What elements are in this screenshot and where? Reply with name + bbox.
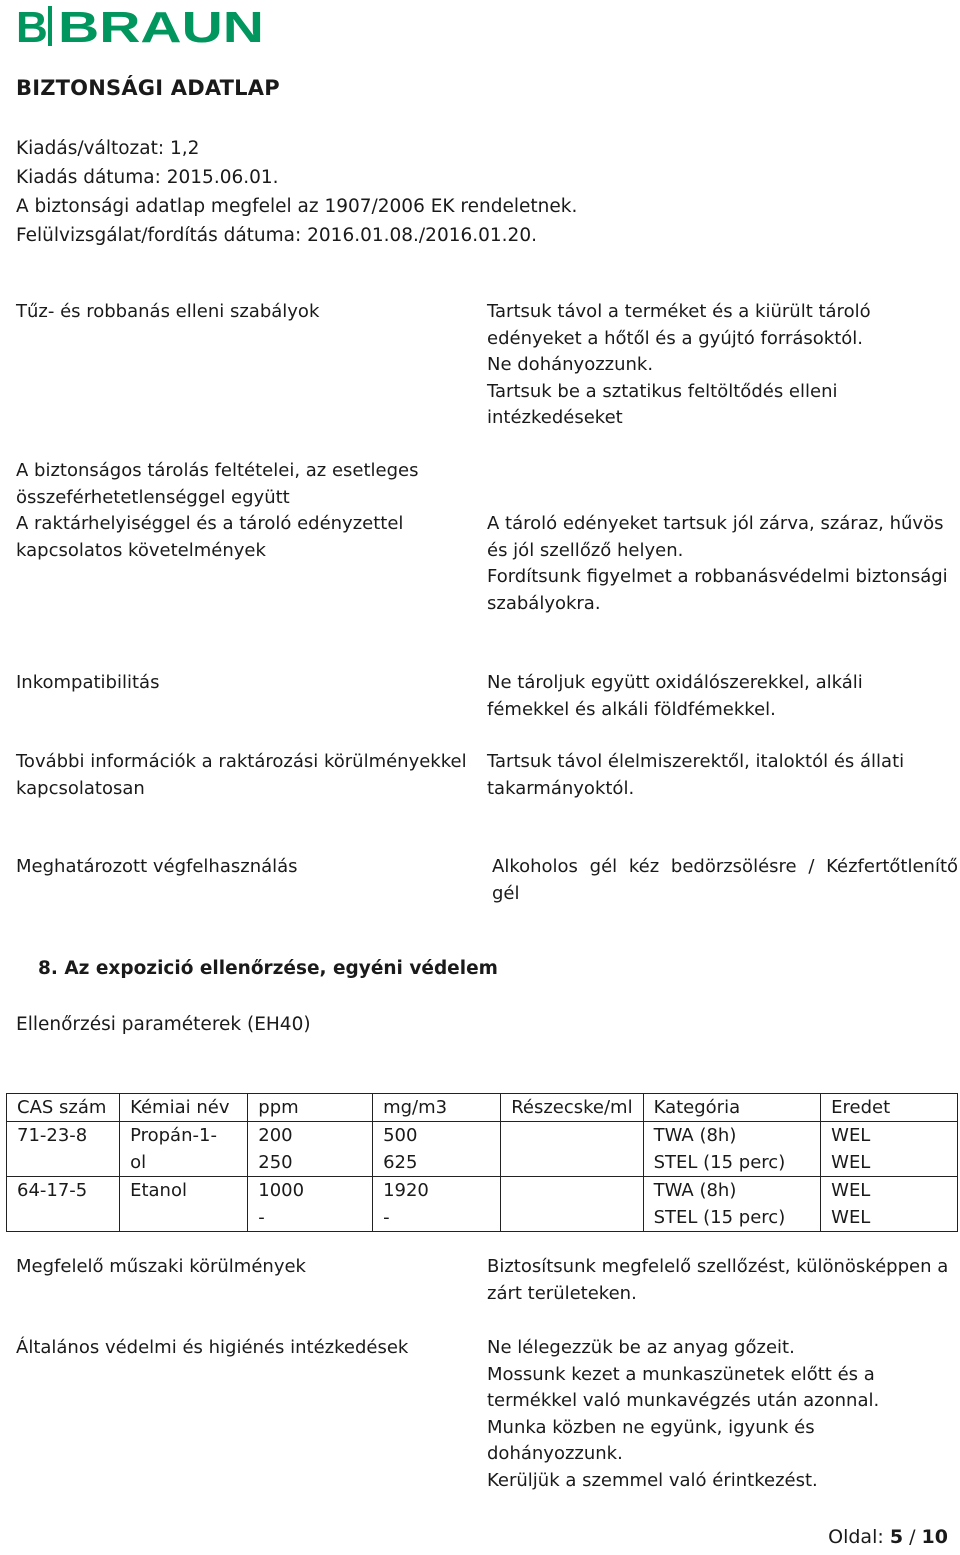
hygiene-measures-value bbox=[487, 1335, 947, 1494]
hygiene-line: Mossunk kezet a munkaszünetek előtt és a bbox=[487, 1363, 875, 1385]
hygiene-line: Kerüljük a szemmel való érintkezést. bbox=[487, 1469, 818, 1491]
page-current: 5 bbox=[889, 1526, 904, 1548]
fire-rules-line: edényeket a hőtől és a gyújtó forrásoktól. bbox=[487, 327, 863, 349]
table-cell bbox=[501, 1122, 643, 1177]
fire-rules-line: intézkedéseket bbox=[487, 407, 623, 428]
table-row bbox=[7, 1177, 958, 1232]
storage-conditions-value bbox=[487, 511, 947, 617]
svg-text:B: B bbox=[16, 4, 48, 48]
table-cell: WEL WEL bbox=[821, 1122, 958, 1177]
table-header-cell: Kémiai név bbox=[120, 1094, 248, 1122]
table-cell: WEL WEL bbox=[821, 1177, 958, 1232]
end-use-label: Meghatározott végfelhasználás bbox=[16, 856, 298, 877]
meta-version: Kiadás/változat: 1,2 bbox=[16, 138, 200, 159]
control-parameters-title: Ellenőrzési paraméterek (EH40) bbox=[16, 1014, 311, 1035]
table-cell: 500 625 bbox=[373, 1122, 501, 1177]
hygiene-line: Munka közben ne együnk, igyunk és bbox=[487, 1416, 815, 1438]
further-info-value bbox=[487, 749, 947, 802]
document-meta bbox=[16, 134, 577, 250]
further-value-line: takarmányoktól. bbox=[487, 777, 635, 799]
storage-value-line: szabályokra. bbox=[487, 592, 601, 614]
storage-label-line: kapcsolatos követelmények bbox=[16, 539, 266, 561]
engineering-controls-value bbox=[487, 1254, 947, 1307]
table-cell: Etanol bbox=[120, 1177, 248, 1232]
incompat-line: fémekkel és alkáli földfémekkel. bbox=[487, 698, 776, 720]
end-use-line: gél bbox=[492, 882, 520, 904]
end-use-line: Alkoholos gél kéz bedörzsölésre / Kézfertőtlenítő bbox=[492, 856, 959, 877]
meta-issue-date: Kiadás dátuma: 2015.06.01. bbox=[16, 167, 279, 188]
table-cell bbox=[501, 1177, 643, 1232]
table-cell: TWA (8h) STEL (15 perc) bbox=[643, 1122, 821, 1177]
hygiene-measures-label: Általános védelmi és higiénés intézkedések bbox=[16, 1337, 409, 1358]
page-total: 10 bbox=[921, 1526, 948, 1548]
storage-label-line: A biztonságos tárolás feltételei, az esetleges bbox=[16, 460, 419, 481]
incompatibility-label: Inkompatibilitás bbox=[16, 672, 160, 693]
table-header-row bbox=[7, 1094, 958, 1122]
further-label-line: kapcsolatosan bbox=[16, 777, 145, 799]
table-header-cell: Részecske/ml bbox=[501, 1094, 643, 1122]
storage-conditions-label bbox=[16, 458, 466, 564]
table-header-cell: ppm bbox=[248, 1094, 373, 1122]
table-header-cell: Kategória bbox=[643, 1094, 821, 1122]
exposure-limits-table bbox=[6, 1093, 958, 1232]
end-use-value bbox=[492, 854, 959, 907]
table-header-cell: mg/m3 bbox=[373, 1094, 501, 1122]
further-label-line: További információk a raktározási körülményekkel bbox=[16, 751, 467, 772]
further-info-label bbox=[16, 749, 466, 802]
hygiene-line: dohányozzunk. bbox=[487, 1443, 623, 1464]
bbraun-logo bbox=[16, 4, 266, 48]
table-cell: 1920 - bbox=[373, 1177, 501, 1232]
document-title: BIZTONSÁGI ADATLAP bbox=[16, 76, 280, 100]
table-cell: TWA (8h) STEL (15 perc) bbox=[643, 1177, 821, 1232]
engineering-controls-label: Megfelelő műszaki körülmények bbox=[16, 1256, 306, 1277]
storage-label-line: A raktárhelyiséggel és a tároló edényzettel bbox=[16, 513, 404, 534]
page-label: Oldal: bbox=[828, 1526, 884, 1548]
table-cell: 71-23-8 bbox=[7, 1122, 120, 1177]
page-separator: / bbox=[909, 1526, 916, 1548]
storage-label-line: összeférhetetlenséggel együtt bbox=[16, 486, 290, 508]
fire-rules-line: Tartsuk be a sztatikus feltöltődés elleni bbox=[487, 380, 838, 402]
storage-value-line: A tároló edényeket tartsuk jól zárva, száraz, hűvös bbox=[487, 513, 944, 534]
storage-value-line: Fordítsunk figyelmet a robbanásvédelmi biztonsági bbox=[487, 566, 948, 587]
section-8-title: 8. Az expozició ellenőrzése, egyéni védelem bbox=[38, 958, 498, 979]
engineering-line: zárt területeken. bbox=[487, 1282, 637, 1304]
table-cell: 64-17-5 bbox=[7, 1177, 120, 1232]
incompat-line: Ne tároljuk együtt oxidálószerekkel, alkáli bbox=[487, 672, 863, 693]
further-value-line: Tartsuk távol élelmiszerektől, italoktól és állati bbox=[487, 751, 905, 772]
hygiene-line: Ne lélegezzük be az anyag gőzeit. bbox=[487, 1337, 795, 1358]
engineering-line: Biztosítsunk megfelelő szellőzést, különösképpen a bbox=[487, 1256, 949, 1277]
table-cell: 200 250 bbox=[248, 1122, 373, 1177]
storage-value-line: és jól szellőző helyen. bbox=[487, 539, 684, 561]
svg-text:BRAUN: BRAUN bbox=[58, 4, 264, 48]
fire-rules-line: Ne dohányozzunk. bbox=[487, 354, 654, 375]
table-header-cell: CAS szám bbox=[7, 1094, 120, 1122]
hygiene-line: termékkel való munkavégzés után azonnal. bbox=[487, 1390, 880, 1411]
table-row bbox=[7, 1122, 958, 1177]
page-number bbox=[828, 1526, 948, 1548]
meta-regulation: A biztonsági adatlap megfelel az 1907/2006 EK rendeletnek. bbox=[16, 196, 578, 217]
fire-rules-value bbox=[487, 299, 947, 432]
table-cell: 1000 - bbox=[248, 1177, 373, 1232]
table-header-cell: Eredet bbox=[821, 1094, 958, 1122]
fire-rules-line: Tartsuk távol a terméket és a kiürült tároló bbox=[487, 301, 871, 322]
incompatibility-value bbox=[487, 670, 947, 723]
table-cell: Propán-1- ol bbox=[120, 1122, 248, 1177]
meta-revision-date: Felülvizsgálat/fordítás dátuma: 2016.01.08./2016.01.20. bbox=[16, 225, 537, 246]
fire-rules-label: Tűz- és robbanás elleni szabályok bbox=[16, 301, 320, 322]
